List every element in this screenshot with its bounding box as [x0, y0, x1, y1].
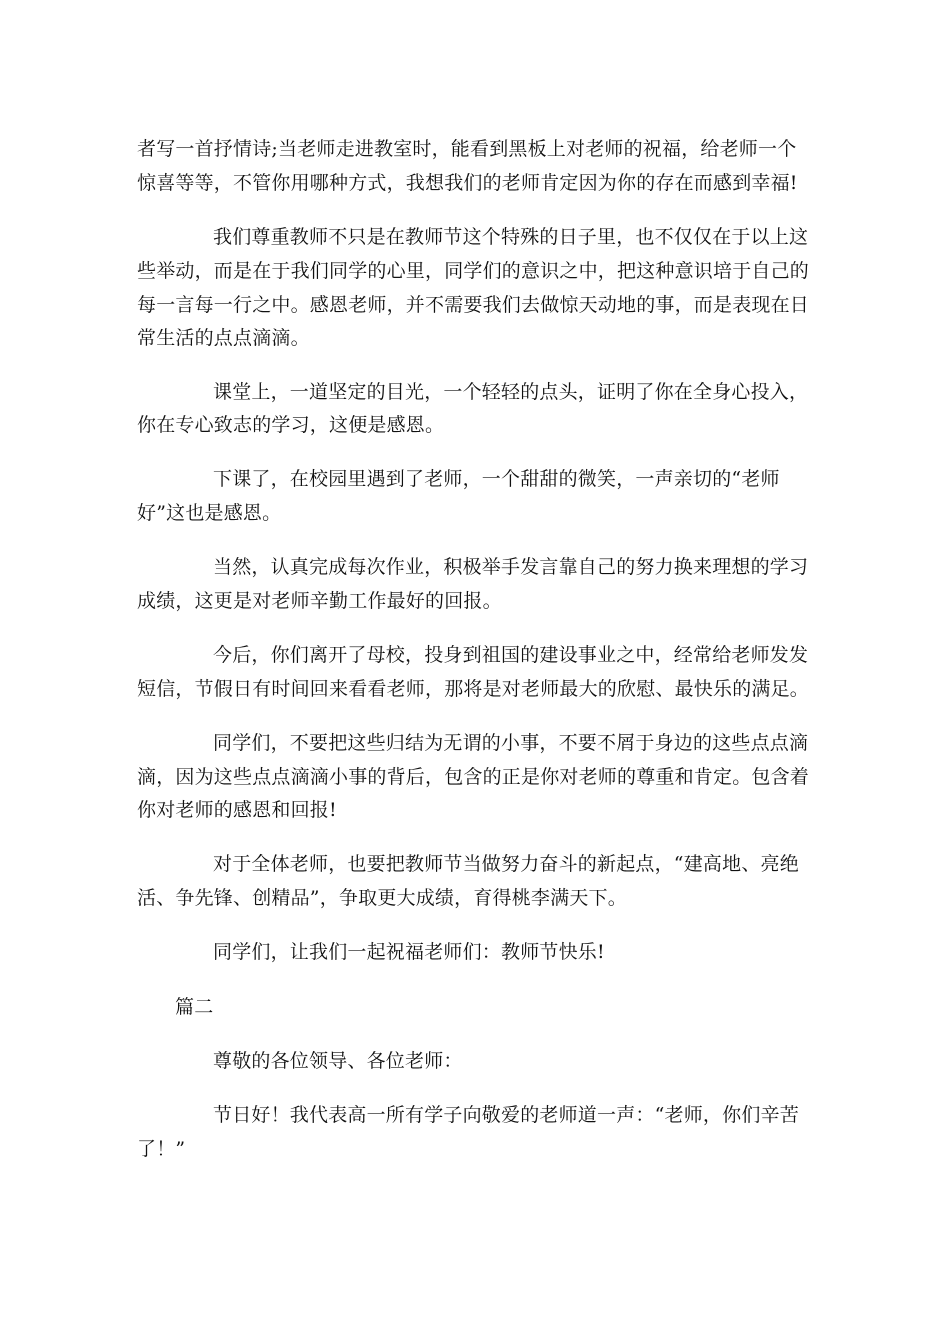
paragraph-line: 惊喜等等，不管你用哪种方式，我想我们的老师肯定因为你的存在而感到幸福! [137, 172, 798, 194]
paragraph-line: 下课了，在校园里遇到了老师，一个甜甜的微笑，一声亲切的“老师 [213, 468, 780, 490]
paragraph-line: 节日好！我代表高一所有学子向敬爱的老师道一声：“老师，你们辛苦 [213, 1104, 799, 1126]
paragraph-line: 你在专心致志的学习，这便是感恩。 [137, 414, 445, 436]
paragraph-line: 当然，认真完成每次作业，积极举手发言靠自己的努力换来理想的学习 [213, 556, 809, 578]
paragraph-line: 滴，因为这些点点滴滴小事的背后，包含的正是你对老师的尊重和肯定。包含着 [137, 766, 810, 788]
paragraph-line: 短信，节假日有时间回来看看老师，那将是对老师最大的欣慰、最快乐的满足。 [137, 678, 810, 700]
paragraph-line: 活、争先锋、创精品”，争取更大成绩，育得桃李满天下。 [137, 887, 627, 909]
paragraph-line: 者写一首抒情诗;当老师走进教室时，能看到黑板上对老师的祝福，给老师一个 [137, 138, 797, 160]
paragraph-line: 今后，你们离开了母校，投身到祖国的建设事业之中，经常给老师发发 [213, 644, 809, 666]
paragraph-line: 你对老师的感恩和回报! [137, 799, 337, 821]
paragraph-line: 好”这也是感恩。 [137, 502, 282, 524]
paragraph-line: 成绩，这更是对老师辛勤工作最好的回报。 [137, 590, 502, 612]
paragraph-line: 对于全体老师，也要把教师节当做努力奋斗的新起点，“建高地、亮绝 [213, 853, 799, 875]
paragraph-line: 每一言每一行之中。感恩老师，并不需要我们去做惊天动地的事，而是表现在日 [137, 294, 810, 316]
paragraph-line: 常生活的点点滴滴。 [137, 327, 310, 349]
paragraph-line: 了！” [137, 1138, 186, 1160]
paragraph-line: 课堂上，一道坚定的目光，一个轻轻的点头，证明了你在全身心投入， [213, 381, 809, 403]
paragraph-line: 同学们，让我们一起祝福老师们：教师节快乐! [213, 941, 605, 963]
paragraph-line: 同学们，不要把这些归结为无谓的小事，不要不屑于身边的这些点点滴 [213, 732, 809, 754]
section-heading: 篇二 [175, 996, 214, 1018]
paragraph-line: 些举动，而是在于我们同学的心里，同学们的意识之中，把这种意识培于自己的 [137, 260, 810, 282]
paragraph-line: 我们尊重教师不只是在教师节这个特殊的日子里，也不仅仅在于以上这 [213, 226, 809, 248]
salutation-line: 尊敬的各位领导、各位老师： [213, 1050, 463, 1072]
